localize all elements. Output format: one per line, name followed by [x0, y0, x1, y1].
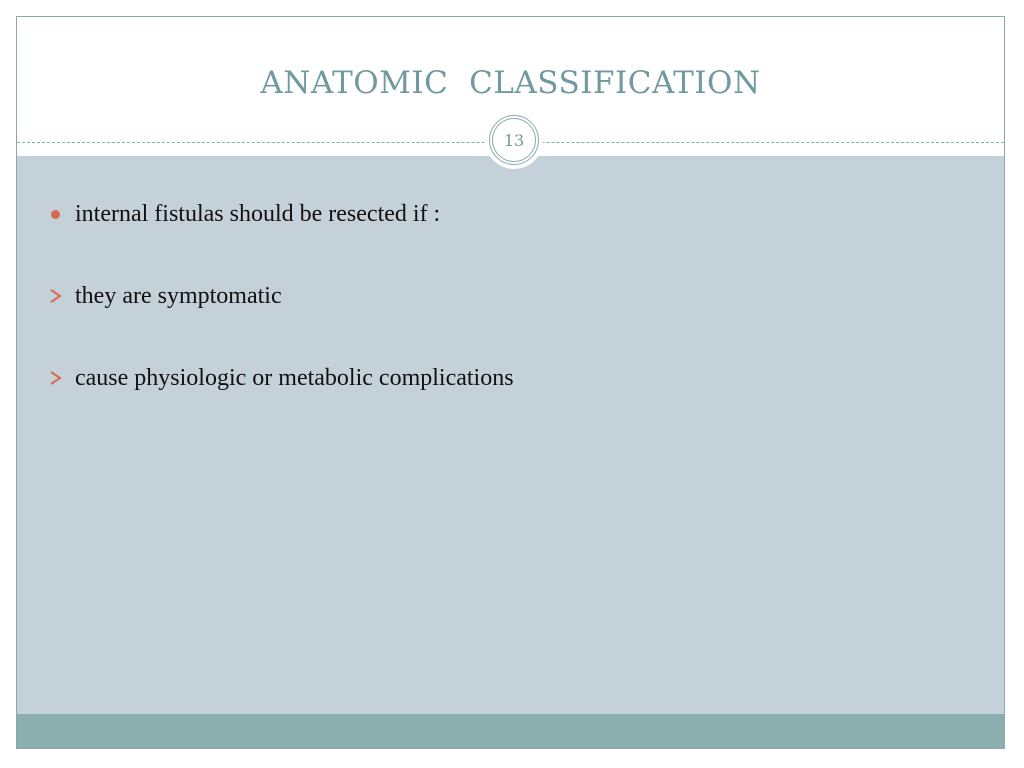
dot-bullet-icon [47, 194, 75, 234]
slide-number-ring [489, 115, 539, 165]
slide-number-badge [485, 111, 543, 169]
bullet-text: cause physiologic or metabolic complications [75, 365, 514, 391]
bullet-list [47, 194, 514, 440]
slide-title: ANATOMIC CLASSIFICATION [260, 65, 761, 101]
footer-band [17, 714, 1004, 748]
bullet-item [47, 194, 514, 276]
bullet-text: they are symptomatic [75, 283, 282, 309]
slide-number: 13 [503, 130, 525, 150]
slide [16, 16, 1005, 749]
arrow-bullet-icon [47, 358, 75, 398]
bullet-text: internal fistulas should be resected if : [75, 201, 441, 227]
arrow-bullet-icon [47, 276, 75, 316]
content-area [17, 156, 1004, 716]
bullet-item [47, 276, 514, 358]
bullet-item [47, 358, 514, 440]
